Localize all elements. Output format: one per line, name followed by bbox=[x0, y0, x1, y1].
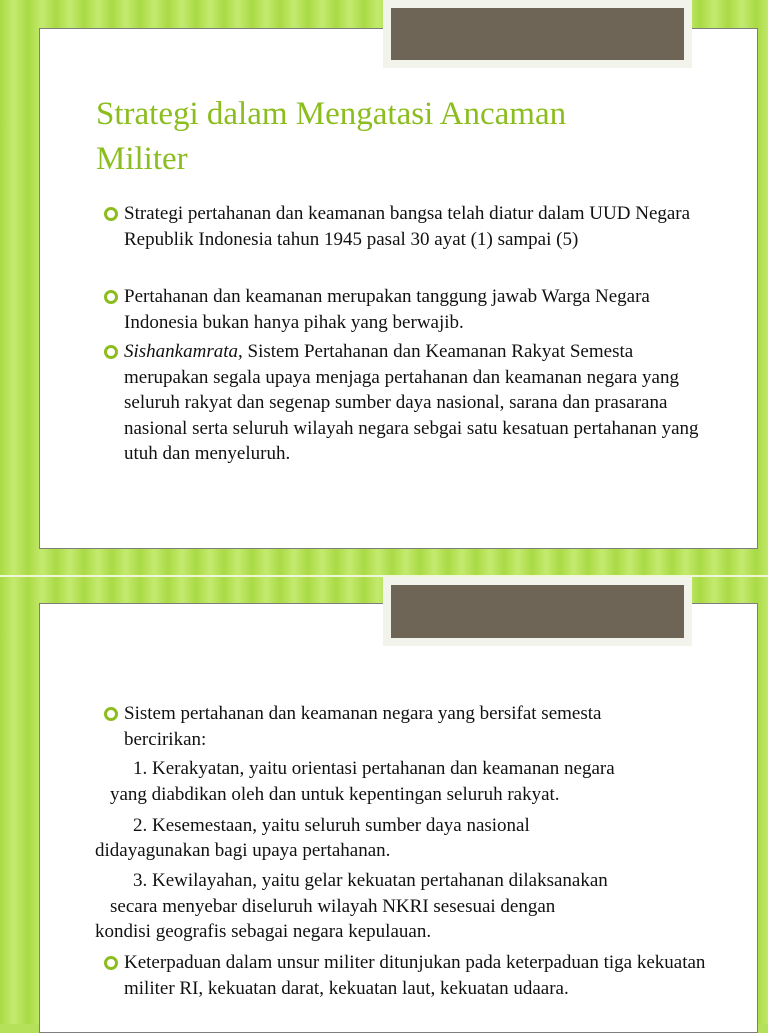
slide-2-tab bbox=[383, 577, 692, 646]
slide-1-bullet-1: Strategi pertahanan dan keamanan bangsa telah diatur dalam UUD Negara Republik Indonesia tahun 1945 pasal 30 ayat (1) sampai (5) bbox=[124, 201, 714, 252]
list-item-1-line-1: 1. Kerakyatan, yaitu orientasi pertahanan dan keamanan negara bbox=[133, 758, 615, 779]
list-item-3-line-2: secara menyebar diseluruh wilayah NKRI sesesuai dengan bbox=[110, 896, 556, 917]
bullet-icon bbox=[104, 956, 118, 970]
list-item-1-line-2: yang diabdikan oleh dan untuk kepentingan seluruh rakyat. bbox=[110, 784, 560, 805]
sishankamrata-term: Sishankamrata bbox=[124, 341, 238, 362]
bullet-icon bbox=[104, 707, 118, 721]
slide-1-bullet-2: Pertahanan dan keamanan merupakan tanggung jawab Warga Negara Indonesia bukan hanya pihak yang berwajib. bbox=[124, 284, 684, 335]
list-item-2-line-1: 2. Kesemestaan, yaitu seluruh sumber daya nasional bbox=[133, 815, 530, 836]
list-item-3-line-1: 3. Kewilayahan, yaitu gelar kekuatan pertahanan dilaksanakan bbox=[133, 870, 608, 891]
slide-1-tab bbox=[383, 0, 692, 68]
slide-2-bullet-1: Sistem pertahanan dan keamanan negara yang bersifat semesta bbox=[124, 701, 724, 727]
bullet-icon bbox=[104, 345, 118, 359]
slide-2-bullet-2: Keterpaduan dalam unsur militer ditunjukan pada keterpaduan tiga kekuatan militer RI, kekuatan darat, kekuatan laut, kekuatan udaara. bbox=[124, 950, 724, 1001]
slide-1-bullet-3: Sishankamrata, Sistem Pertahanan dan Keamanan Rakyat Semesta merupakan segala upaya menjaga pertahanan dan keamanan negara yang seluruh rakyat dan segenap sumber daya nasional, sarana dan prasarana nasional serta seluruh wilayah negara sebgai satu kesatuan pertahanan yang utuh dan menyeluruh. bbox=[124, 339, 714, 467]
slide-2-bullet-1-line-2: bercirikan: bbox=[124, 729, 207, 750]
list-item-2-line-2: didayagunakan bagi upaya pertahanan. bbox=[95, 840, 391, 861]
list-item-3-line-3: kondisi geografis sebagai negara kepulauan. bbox=[95, 921, 432, 942]
bullet-icon bbox=[104, 290, 118, 304]
bullet-icon bbox=[104, 207, 118, 221]
slide-1-title: Strategi dalam Mengatasi Ancaman Militer bbox=[96, 96, 567, 177]
